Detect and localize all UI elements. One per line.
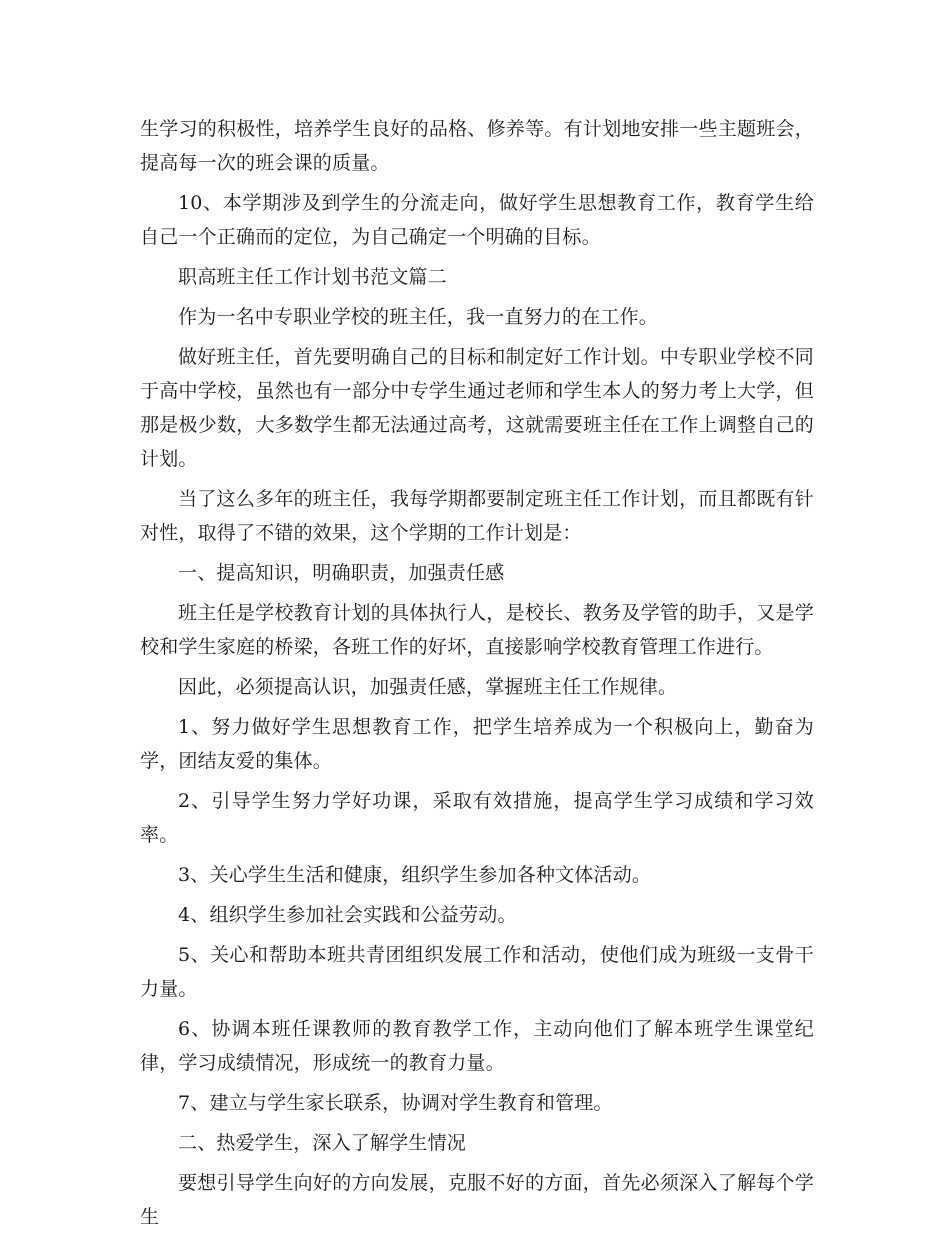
- paragraph-item-10: 10、本学期涉及到学生的分流走向，做好学生思想教育工作，教育学生给自己一个正确而的定位，为自己确定一个明确的目标。: [140, 192, 814, 248]
- paragraph: 当了这么多年的班主任，我每学期都要制定班主任工作计划，而且都既有针对性，取得了不错的效果，这个学期的工作计划是：: [140, 488, 814, 544]
- heading-part-1: 一、提高知识，明确职责，加强责任感: [178, 562, 505, 584]
- list-item: 3、关心学生生活和健康，组织学生参加各种文体活动。: [178, 864, 652, 886]
- list-item: 7、建立与学生家长联系，协调对学生教育和管理。: [178, 1092, 613, 1114]
- paragraph: 做好班主任，首先要明确自己的目标和制定好工作计划。中专职业学校不同于高中学校，虽然也有一部分中专学生通过老师和学生本人的努力考上大学，但那是极少数，大多数学生都无法通过高考，这就需要班主任在工作上调整自己的计划。: [140, 346, 814, 470]
- paragraph-intro: 作为一名中专职业学校的班主任，我一直努力的在工作。: [178, 306, 659, 328]
- heading-part-2: 二、热爱学生，深入了解学生情况: [178, 1132, 467, 1154]
- document-body: [140, 112, 814, 1240]
- paragraph: 因此，必须提高认识，加强责任感，掌握班主任工作规律。: [178, 676, 678, 698]
- section-title: 职高班主任工作计划书范文篇二: [178, 266, 447, 288]
- paragraph: 班主任是学校教育计划的具体执行人，是校长、教务及学管的助手，又是学校和学生家庭的桥梁，各班工作的好坏，直接影响学校教育管理工作进行。: [140, 602, 814, 658]
- list-item: 2、引导学生努力学好功课，采取有效措施，提高学生学习成绩和学习效率。: [140, 790, 814, 846]
- list-item: 4、组织学生参加社会实践和公益劳动。: [178, 904, 517, 926]
- list-item: 5、关心和帮助本班共青团组织发展工作和活动，使他们成为班级一支骨干力量。: [140, 944, 814, 1000]
- paragraph-continuation: 生学习的积极性，培养学生良好的品格、修养等。有计划地安排一些主题班会，提高每一次的班会课的质量。: [140, 118, 814, 174]
- paragraph: 要想引导学生向好的方向发展，克服不好的方面，首先必须深入了解每个学生: [140, 1172, 814, 1228]
- list-item: 6、协调本班任课教师的教育教学工作，主动向他们了解本班学生课堂纪律，学习成绩情况，形成统一的教育力量。: [140, 1018, 814, 1074]
- list-item: 1、努力做好学生思想教育工作，把学生培养成为一个积极向上，勤奋为学，团结友爱的集体。: [140, 716, 814, 772]
